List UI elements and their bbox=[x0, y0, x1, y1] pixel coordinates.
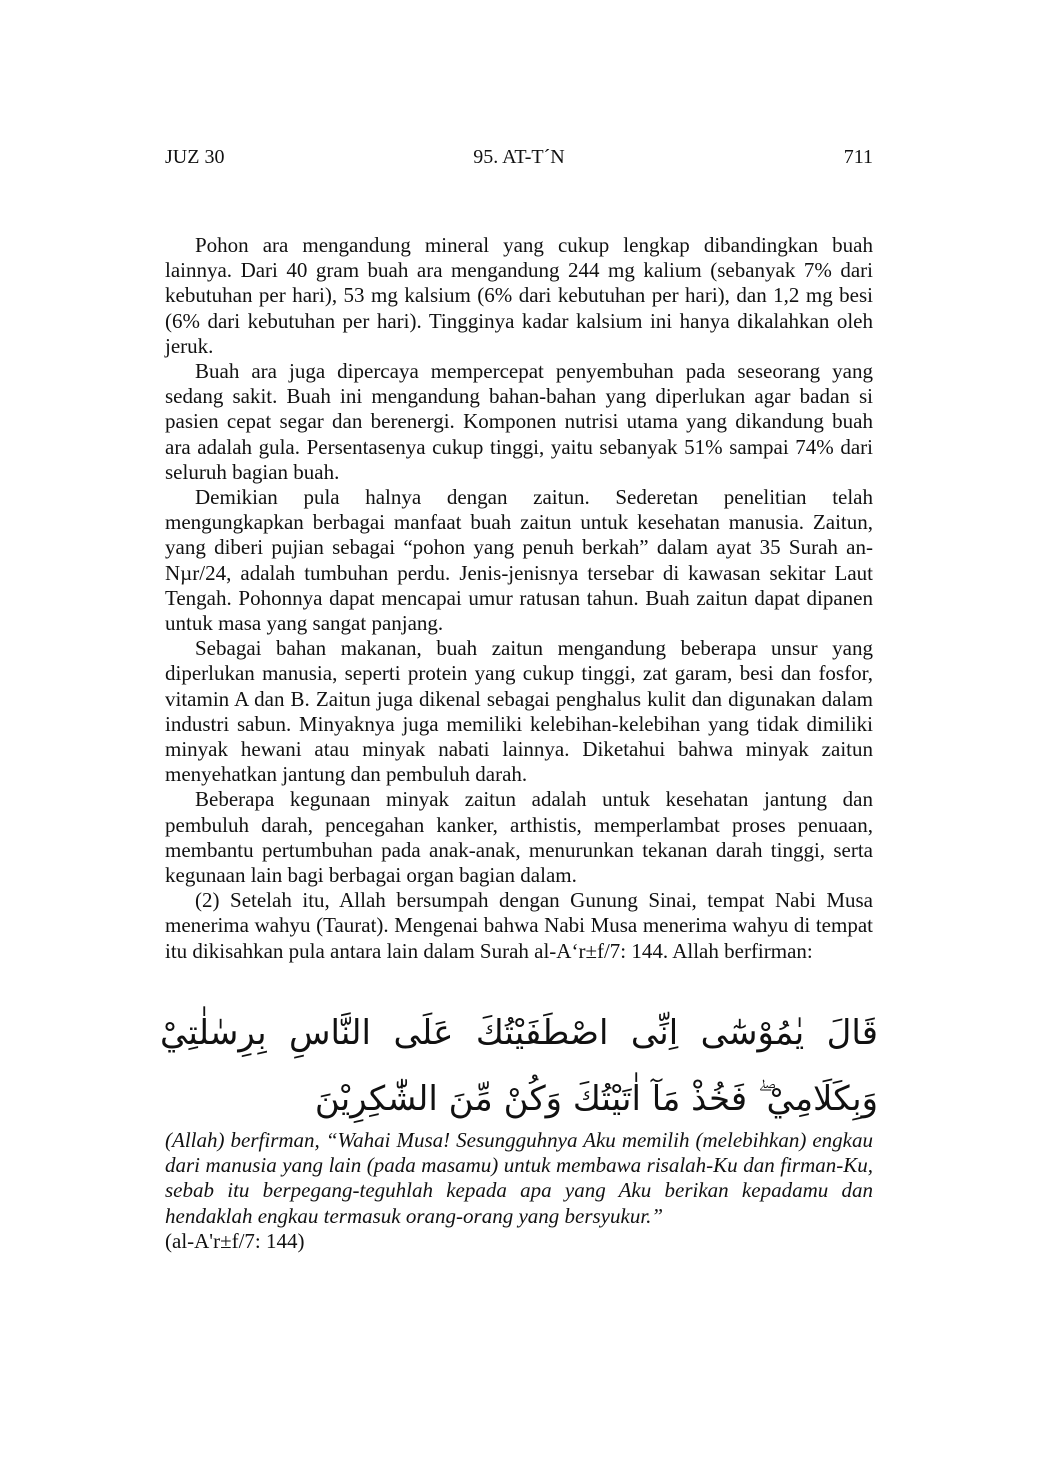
body-text bbox=[165, 233, 873, 964]
paragraph: Buah ara juga dipercaya mempercepat penyembuhan pada seseorang yang sedang sakit. Buah ini mengandung bahan-bahan yang diperlukan agar badan si pasien cepat segar dan berenergi. Komponen nutrisi utama yang dikandung buah ara adalah gula. Persentasenya cukup tinggi, yaitu sebanyak 51% sampai 74% dari seluruh bagian buah. bbox=[165, 359, 873, 484]
paragraph: Beberapa kegunaan minyak zaitun adalah untuk kesehatan jantung dan pembuluh darah, pencegahan kanker, arthistis, memperlambat proses penuaan, membantu pertumbuhan pada anak-anak, menurunkan tekanan darah tinggi, serta kegunaan lain bagi berbagai organ bagian dalam. bbox=[165, 787, 873, 888]
paragraph: (2) Setelah itu, Allah bersumpah dengan Gunung Sinai, tempat Nabi Musa menerima wahyu (Taurat). Mengenai bahwa Nabi Musa menerima wahyu di tempat itu dikisahkan pula antara lain dalam Surah al-A‘r±f/7: 144. Allah berfirman: bbox=[165, 888, 873, 963]
running-header-surah: 95. AT-T´N bbox=[473, 146, 565, 168]
translation-reference: (al-A'r±f/7: 144) bbox=[165, 1228, 305, 1253]
page-number: 711 bbox=[843, 146, 873, 168]
paragraph: Sebagai bahan makanan, buah zaitun mengandung beberapa unsur yang diperlukan manusia, seperti protein yang cukup tinggi, zat garam, besi dan fosfor, vitamin A dan B. Zaitun juga dikenal sebagai penghalus kulit dan digunakan dalam industri sabun. Minyaknya juga memiliki kelebihan-kelebihan yang tidak dimiliki minyak hewani atau minyak nabati lainnya. Diketahui bahwa minyak zaitun menyehatkan jantung dan pembuluh darah. bbox=[165, 636, 873, 787]
verse-translation bbox=[165, 1128, 873, 1254]
running-header-juz: JUZ 30 bbox=[165, 146, 225, 168]
arabic-verse: قَالَ يٰمُوْسٰٓى اِنِّى اصْطَفَيْتُكَ عَلَى النَّاسِ بِرِسٰلٰتِيْ وَبِكَلَامِيْ ۖ فَخُذْ مَآ اٰتَيْتُكَ وَكُنْ مِّنَ الشّٰكِرِيْنَ bbox=[160, 1013, 878, 1119]
paragraph: Demikian pula halnya dengan zaitun. Sederetan penelitian telah mengungkapkan berbagai manfaat buah zaitun untuk kesehatan manusia. Zaitun, yang diberi pujian sebagai “pohon yang penuh berkah” dalam ayat 35 Surah an-Nµr/24, adalah tumbuhan perdu. Jenis-jenisnya tersebar di kawasan sekitar Laut Tengah. Pohonnya dapat mencapai umur ratusan tahun. Buah zaitun dapat dipanen untuk masa yang sangat panjang. bbox=[165, 485, 873, 636]
translation-text: (Allah) berfirman, “Wahai Musa! Sesungguhnya Aku memilih (melebihkan) engkau dari manusia yang lain (pada masamu) untuk membawa risalah-Ku dan firman-Ku, sebab itu berpegang-teguhlah kepada apa yang Aku berikan kepadamu dan hendaklah engkau termasuk orang-orang yang bersyukur.” bbox=[165, 1128, 873, 1228]
paragraph: Pohon ara mengandung mineral yang cukup lengkap dibandingkan buah lainnya. Dari 40 gram buah ara mengandung 244 mg kalium (sebanyak 7% dari kebutuhan per hari), 53 mg kalsium (6% dari kebutuhan per hari), dan 1,2 mg besi (6% dari kebutuhan per hari). Tingginya kadar kalsium ini hanya dikalahkan oleh jeruk. bbox=[165, 233, 873, 358]
